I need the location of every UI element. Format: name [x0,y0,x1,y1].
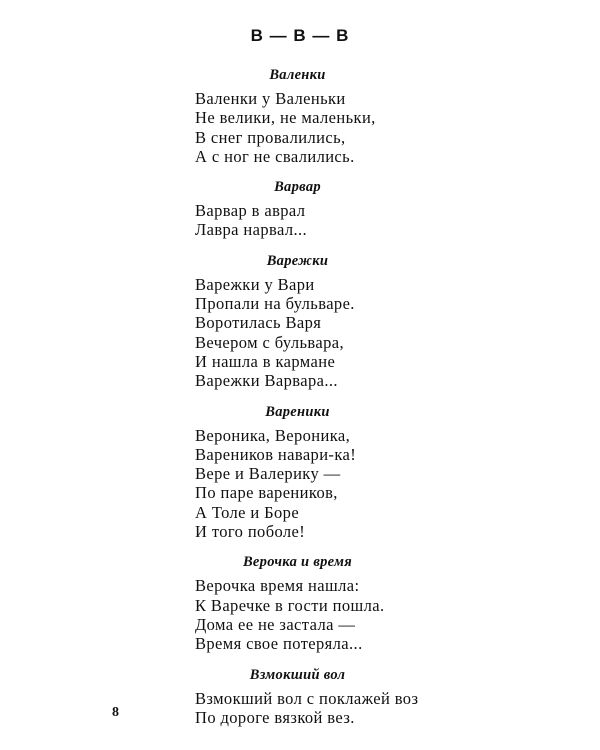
poem-lines [195,275,525,391]
poem-lines [195,689,525,728]
poem-lines [195,89,525,166]
poem-title: Варежки [266,252,329,269]
poem-line: Вареников навари-ка! [195,444,357,464]
poem [195,553,525,653]
poem [195,178,525,240]
poem-lines [195,201,525,240]
poem-line: По дороге вязкой вез. [195,707,355,727]
poem-line: Пропали на бульваре. [195,294,355,314]
poem-title: Варвар [274,179,321,196]
poem-line: Варвар в аврал [195,201,306,221]
poem [195,66,525,166]
poem-lines [195,576,525,653]
poem-line: Вечером с бульвара, [195,332,344,352]
poem-line: Взмокший вол с поклажей воз [195,688,419,708]
poem-title: Вареники [265,403,330,420]
poem-line: Время свое потеряла... [195,634,363,654]
poem-line: Валенки у Валеньки [195,89,346,108]
page-number: 8 [112,705,119,720]
poem-line: Варежки Варвара... [195,371,338,391]
poem-line: Верочка время нашла: [195,576,360,596]
poem-line: Варежки у Вари [195,274,315,294]
poem-line: Воротилась Варя [195,313,322,333]
poem [195,252,525,391]
poem-line: И того поболе! [195,522,306,542]
section-heading: В — В — В [250,26,350,45]
poem-line: А с ног не свалились. [195,146,355,166]
poem-line: А Толе и Боре [195,502,300,522]
poem-line: Вероника, Вероника, [195,425,351,445]
poem-title: Верочка и время [242,554,353,571]
poem-line: Не велики, не маленьки, [195,108,376,128]
poem-list [195,66,525,739]
poem-lines [195,426,525,542]
poem-title: Взмокший вол [249,666,346,683]
poem-line: К Варечке в гости пошла. [195,595,385,615]
poem-title: Валенки [269,67,326,83]
poem-line: Дома ее не застала — [195,614,356,634]
poem-line: По паре вареников, [195,483,338,503]
poem-line: И нашла в кармане [195,351,336,371]
poem-line: В снег провалились, [195,127,346,147]
poem [195,666,525,728]
poem [195,403,525,542]
poem-line: Вере и Валерику — [195,464,341,484]
poem-line: Лавра нарвал... [195,220,308,240]
